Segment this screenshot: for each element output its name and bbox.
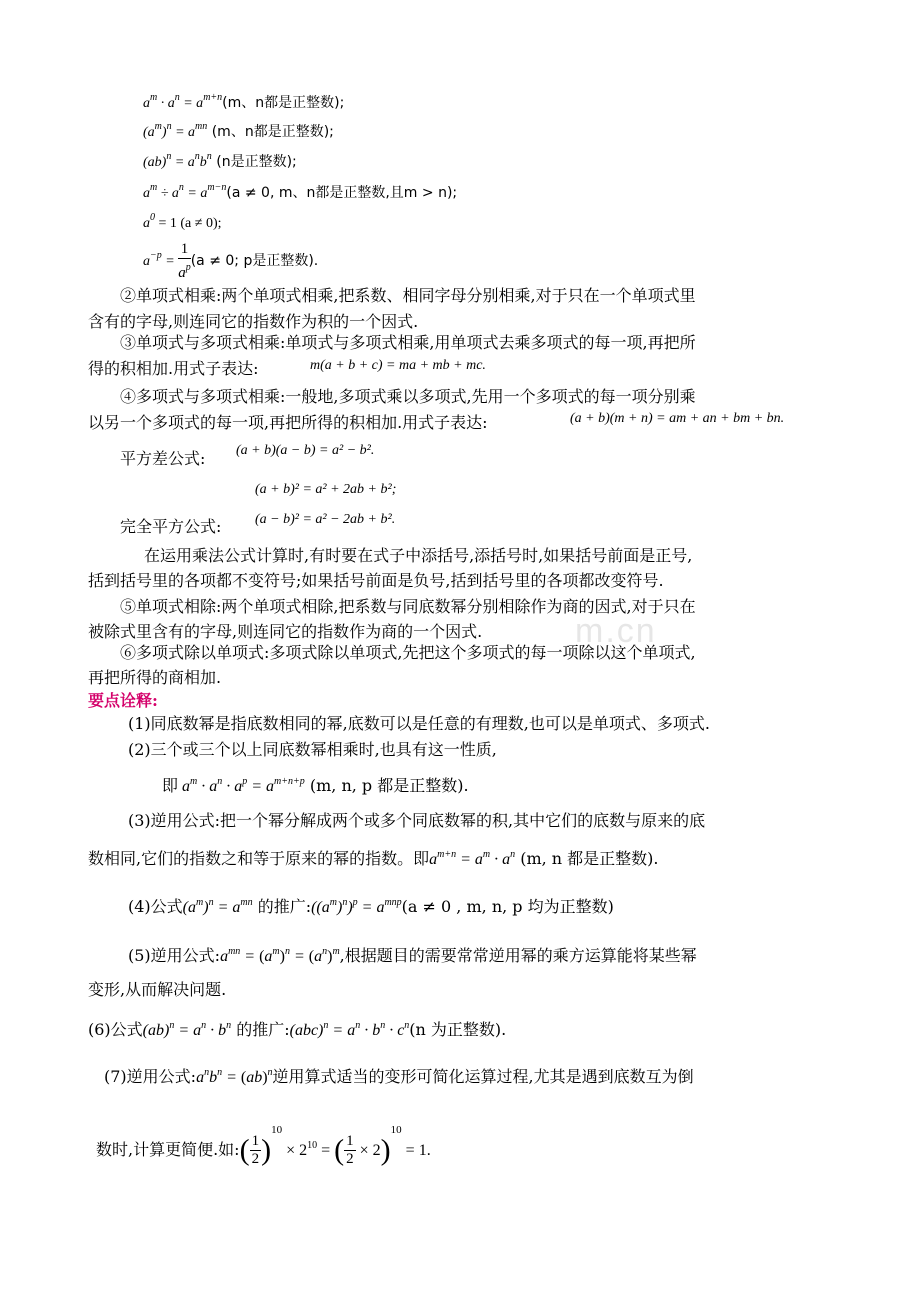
para-poly-poly-2: 以另一个多项式的每一项,再把所得的积相加.用式子表达: bbox=[88, 413, 488, 432]
formula-zero-exponent: $a^0 = 1$ (a ≠ 0); bbox=[143, 212, 222, 231]
para-poly-division-2: 再把所得的商相加. bbox=[88, 668, 222, 687]
key-point-1: (1)同底数幂是指底数相同的幂,底数可以是任意的有理数,也可以是单项式、多项式. bbox=[128, 714, 710, 733]
para-monomial-division-1: ⑤单项式相除:两个单项式相除,把系数与同底数幂分别相除作为商的因式,对于只在 bbox=[120, 597, 696, 616]
formula-poly-poly: (a + b)(m + n) = am + an + bm + bn. bbox=[570, 411, 785, 426]
label-perfect-square: 完全平方公式: bbox=[120, 517, 222, 536]
key-point-6: (6)公式$(ab)^n = a^n \cdot b^n$ 的推广:(abc)$^n$ = $a^n \cdot b^n \cdot c^n(n$ 为正整数). bbox=[88, 1020, 507, 1039]
key-point-7-line2: 数时,计算更简便.如:( $\frac{1}{2}$ )$^{10} \times 2^{10}$ = ( $\frac{1}{2}$ × 2)$^{10}$ = 1. bbox=[96, 1124, 431, 1167]
watermark-text: m.cn bbox=[575, 612, 657, 650]
key-points-heading: 要点诠释: bbox=[88, 691, 158, 710]
key-point-2-formula: 即 $a^m \cdot a^n \cdot a^p = a^{m+n+p}$ (m, n, p 都是正整数). bbox=[162, 776, 469, 795]
para-poly-division-1: ⑥多项式除以单项式:多项式除以单项式,先把这个多项式的每一项除以这个单项式, bbox=[120, 643, 696, 662]
formula-negative-exponent: $a^{-p}$ = $\frac{1}{a^p}$ (a ≠ 0; p是正整数). bbox=[143, 241, 319, 282]
key-point-3-line1: (3)逆用公式:把一个幂分解成两个或多个同底数幂的积,其中它们的底数与原来的底 bbox=[128, 811, 706, 830]
formula-perfect-square-plus: (a + b)² = a² + 2ab + b²; bbox=[255, 482, 397, 497]
para-poly-poly-1: ④多项式与多项式相乘:一般地,多项式乘以多项式,先用一个多项式的每一项分别乘 bbox=[120, 387, 696, 406]
key-point-2: (2)三个或三个以上同底数幂相乘时,也具有这一性质, bbox=[128, 740, 497, 759]
para-monomial-poly-2: 得的积相加.用式子表达: bbox=[88, 359, 259, 378]
key-point-3-line2: 数相同,它们的指数之和等于原来的幂的指数。即$a^{m+n} = a^m \cdot a^n$ (m, n 都是正整数). bbox=[88, 849, 659, 868]
key-point-5-line2: 变形,从而解决问题. bbox=[88, 980, 227, 999]
formula-power-of-power: $(a^m)^n = a^{mn}$ (m、n都是正整数); bbox=[143, 121, 334, 140]
formula-quotient-of-powers: $a^m \div a^n = a^{m-n}(a \ne 0$, m、n都是正整数,且m > n); bbox=[143, 182, 458, 201]
para-monomial-product-2: 含有的字母,则连同它的指数作为积的一个因式. bbox=[88, 312, 419, 331]
formula-perfect-square-minus: (a − b)² = a² − 2ab + b². bbox=[255, 512, 396, 527]
formula-power-of-product: $(ab)^n = a^nb^n$ (n是正整数); bbox=[143, 151, 297, 170]
key-point-5-line1: (5)逆用公式$:a^{mn} = (a^m)^n = (a^n)^m$,根据题目的需要常常逆用幂的乘方运算能将某些幂 bbox=[128, 946, 697, 965]
para-monomial-product-1: ②单项式相乘:两个单项式相乘,把系数、相同字母分别相乘,对于只在一个单项式里 bbox=[120, 286, 696, 305]
key-point-7-line1: (7)逆用公式$:a^nb^n = (ab)^n$逆用算式适当的变形可简化运算过程,尤其是遇到底数互为倒 bbox=[104, 1067, 694, 1086]
formula-product-of-powers: $a^m \cdot a^n = a^{m+n}(m$、n都是正整数); bbox=[143, 92, 345, 111]
label-difference-of-squares: 平方差公式: bbox=[120, 449, 206, 468]
formula-difference-of-squares: (a + b)(a − b) = a² − b². bbox=[236, 443, 375, 458]
formula-monomial-poly: m(a + b + c) = ma + mb + mc. bbox=[310, 358, 486, 373]
para-monomial-poly-1: ③单项式与多项式相乘:单项式与多项式相乘,用单项式去乘多项式的每一项,再把所 bbox=[120, 333, 696, 352]
para-brackets-2: 括到括号里的各项都不变符号;如果括号前面是负号,括到括号里的各项都改变符号. bbox=[88, 571, 664, 590]
key-point-4: (4)公式$(a^m)^n = a^{mn}$ 的推广$:((a^m)^n)^p = a^{mnp}(a \ne 0$ , m, n, p 均为正整数) bbox=[128, 897, 614, 916]
para-monomial-division-2: 被除式里含有的字母,则连同它的指数作为商的一个因式. bbox=[88, 622, 483, 641]
para-brackets-1: 在运用乘法公式计算时,有时要在式子中添括号,添括号时,如果括号前面是正号, bbox=[144, 546, 693, 565]
